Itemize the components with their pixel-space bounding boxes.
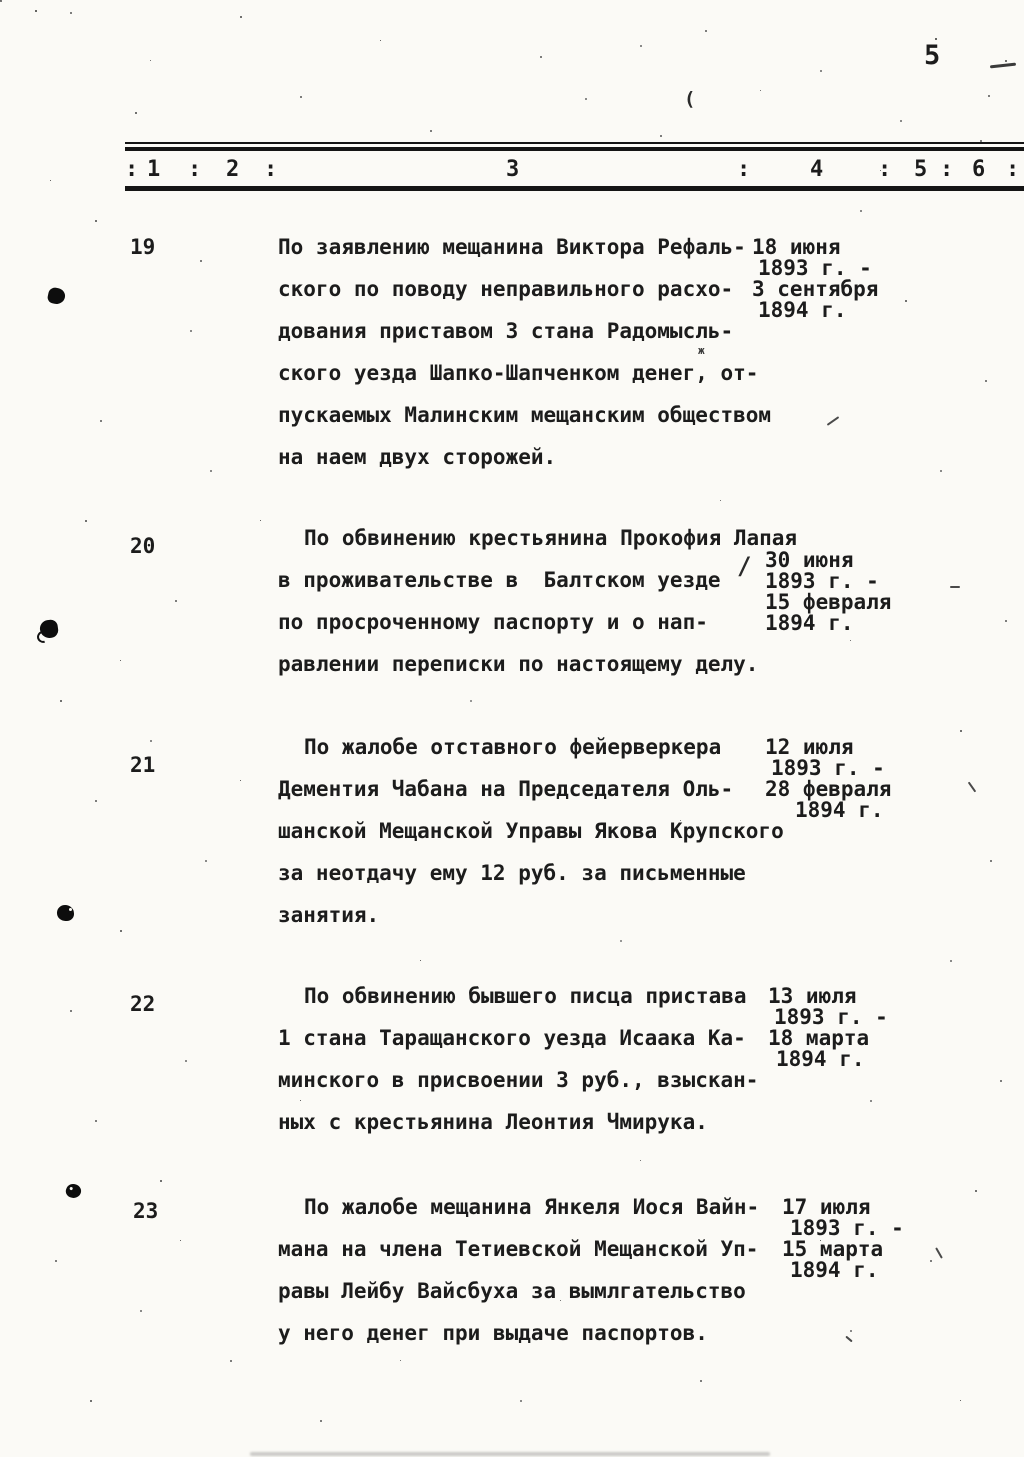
entry-description (278, 1186, 759, 1354)
entry-description (278, 726, 784, 936)
date-range-line: 1894 г. (790, 1258, 879, 1282)
column-number-3: 3 (506, 157, 520, 182)
description-line: 1 стана Таращанского уезда Исаака Ка- (278, 1026, 746, 1050)
scratch-mark (827, 416, 840, 426)
description-line: за неотдачу ему 12 руб. за письменные (278, 861, 746, 885)
description-line: равы Лейбу Вайсбуха за вымлгательство (278, 1279, 746, 1303)
stray-slash-mark: / (737, 552, 752, 580)
date-range-line: 1893 г. - (790, 1216, 904, 1240)
description-line: по просроченному паспорту и о нап- (278, 610, 708, 634)
entry-dates (768, 986, 888, 1070)
description-line: По обвинению крестьянина Прокофия Лапая (304, 526, 798, 550)
date-range-line: 1893 г. - (771, 756, 885, 780)
page-number: 5 (924, 40, 942, 71)
date-range-line: 18 марта (768, 1026, 870, 1050)
entry-number: 21 (130, 753, 156, 777)
description-line: По жалобе мещанина Янкеля Иося Вайн- (304, 1195, 760, 1219)
description-line: ского уезда Шапко-Шапченком денег, от- (278, 361, 759, 385)
date-range-line: 17 июля (782, 1195, 871, 1219)
column-separator: : (1006, 157, 1020, 182)
page-number-dash (990, 63, 1016, 69)
scratch-mark (950, 586, 960, 588)
column-separator: : (737, 157, 751, 182)
entry-dates (752, 237, 878, 321)
ink-blob (39, 619, 59, 639)
column-separator: : (125, 157, 139, 182)
description-line: на наем двух сторожей. (278, 445, 557, 469)
column-number-6: 6 (972, 157, 986, 182)
ink-blob (57, 905, 74, 921)
date-range-line: 12 июля (765, 735, 854, 759)
scratch-mark (935, 1247, 943, 1258)
entry-description (278, 975, 758, 1143)
date-range-line: 1893 г. - (758, 256, 872, 280)
column-number-2: 2 (226, 157, 240, 182)
scan-edge-shadow (250, 1452, 770, 1456)
date-range-line: 15 марта (782, 1237, 884, 1261)
entry-number: 23 (133, 1199, 159, 1223)
ink-blob (47, 286, 67, 305)
description-line: Дементия Чабана на Председателя Оль- (278, 777, 734, 801)
description-line: равлении переписки по настоящему делу. (278, 652, 759, 676)
description-line: шанской Мещанской Управы Якова Крупского (278, 819, 784, 843)
description-line: занятия. (278, 903, 380, 927)
date-range-line: 15 февраля (765, 590, 892, 614)
column-separator: : (264, 157, 278, 182)
column-number-4: 4 (810, 157, 824, 182)
entry-number: 20 (130, 534, 156, 558)
description-line: По жалобе отставного фейерверкера (304, 735, 722, 759)
scratch-mark (845, 1336, 852, 1343)
ink-blob (64, 1182, 83, 1200)
entry-dates (765, 737, 891, 821)
description-line: мана на члена Тетиевской Мещанской Уп- (278, 1237, 759, 1261)
description-line: дования приставом 3 стана Радомысль- (278, 319, 734, 343)
date-range-line: 1894 г. (795, 798, 884, 822)
column-number-5: 5 (914, 157, 928, 182)
date-range-line: 28 февраля (765, 777, 892, 801)
description-line: в проживательстве в Балтском уезде (278, 568, 721, 592)
date-range-line: 13 июля (768, 984, 857, 1008)
date-range-line: 18 июня (752, 235, 841, 259)
description-line: По обвинению бывшего писца пристава (304, 984, 747, 1008)
header-rule-top-thin (125, 142, 1024, 144)
entry-dates (782, 1197, 904, 1281)
description-line: у него денег при выдаче паспортов. (278, 1321, 708, 1345)
description-line: минского в присвоении 3 руб., взыскан- (278, 1068, 759, 1092)
column-separator: : (940, 157, 954, 182)
date-range-line: 1893 г. - (765, 569, 879, 593)
stray-overtype-mark: ж (698, 344, 705, 357)
header-rule-bottom (125, 186, 1024, 191)
date-range-line: 1894 г. (765, 611, 854, 635)
entry-description (278, 517, 797, 685)
entry-number: 22 (130, 992, 156, 1016)
entry-dates (765, 550, 891, 634)
description-line: пускаемых Малинским мещанским обществом (278, 403, 772, 427)
description-line: ского по поводу неправильного расхо- (278, 277, 734, 301)
entry-number: 19 (130, 235, 156, 259)
column-separator: : (188, 157, 202, 182)
header-rule-top-thick (125, 147, 1024, 151)
date-range-line: 1893 г. - (774, 1005, 888, 1029)
column-separator: : (878, 157, 892, 182)
stray-mark-paren: ( (684, 88, 696, 110)
description-line: По заявлению мещанина Виктора Рефаль- (278, 235, 746, 259)
column-number-1: 1 (147, 157, 161, 182)
date-range-line: 1894 г. (758, 298, 847, 322)
date-range-line: 3 сентября (752, 277, 879, 301)
date-range-line: 30 июня (765, 548, 854, 572)
description-line: ных с крестьянина Леонтия Чмирука. (278, 1110, 708, 1134)
scratch-mark (968, 782, 977, 793)
date-range-line: 1894 г. (776, 1047, 865, 1071)
